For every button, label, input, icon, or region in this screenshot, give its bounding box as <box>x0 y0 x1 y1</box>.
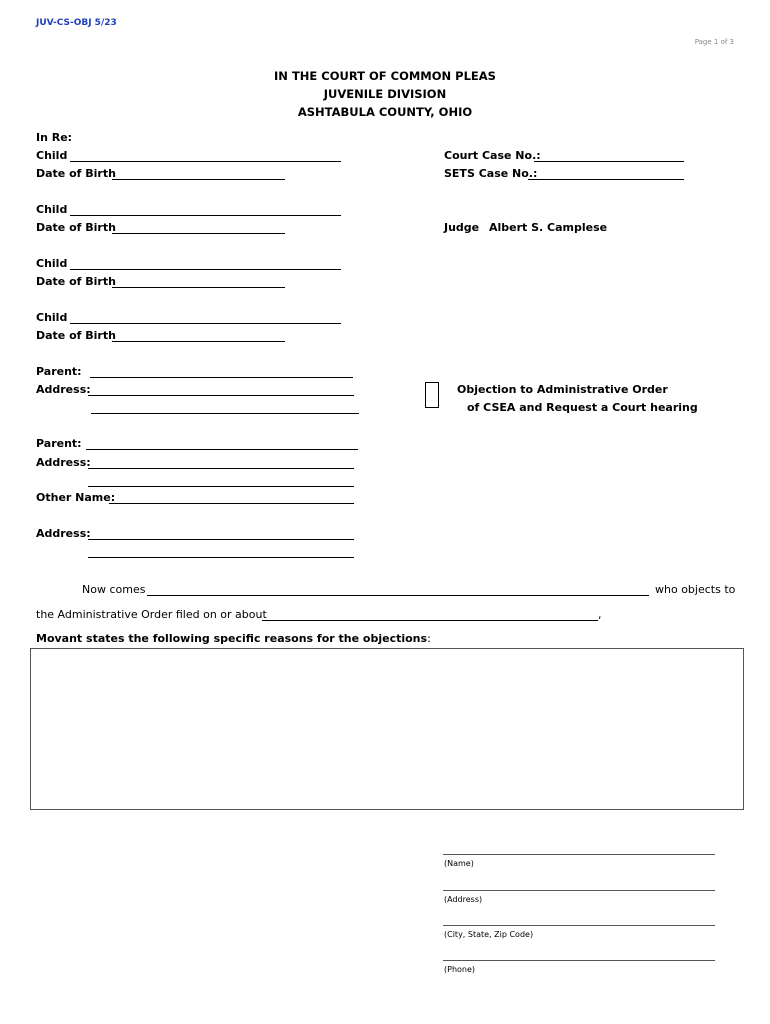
signature-name-line[interactable] <box>443 854 715 855</box>
sets-case-field[interactable] <box>528 179 684 180</box>
signature-phone-line[interactable] <box>443 960 715 961</box>
child-name-field[interactable] <box>70 215 341 216</box>
dob-label: Date of Birth <box>36 167 116 180</box>
motion-title-line2: of CSEA and Request a Court hearing <box>467 401 698 414</box>
address-label: Address: <box>36 527 91 540</box>
parent-name-field[interactable] <box>86 449 358 450</box>
address-field-line2[interactable] <box>88 486 354 487</box>
court-case-label: Court Case No.: <box>444 149 541 162</box>
address-field[interactable] <box>88 468 354 469</box>
city-caption: (City, State, Zip Code) <box>444 930 534 939</box>
judge-label: Judge <box>444 221 480 234</box>
who-objects-text: who objects to <box>655 583 736 596</box>
court-title: IN THE COURT OF COMMON PLEAS <box>274 69 496 83</box>
reasons-textarea[interactable] <box>30 648 744 810</box>
court-county: ASHTABULA COUNTY, OHIO <box>297 105 473 119</box>
parent-name-field[interactable] <box>90 377 353 378</box>
other-name-label: Other Name: <box>36 491 116 504</box>
phone-caption: (Phone) <box>444 965 476 974</box>
address-field-line2[interactable] <box>88 557 354 558</box>
sets-case-label: SETS Case No.: <box>444 167 538 180</box>
address-label: Address: <box>36 383 91 396</box>
address-field-line2[interactable] <box>91 413 359 414</box>
name-caption: (Name) <box>444 859 474 868</box>
form-id: JUV-CS-OBJ 5/23 <box>36 18 117 28</box>
dob-label: Date of Birth <box>36 275 116 288</box>
address-label: Address: <box>36 456 91 469</box>
child-label: Child <box>36 311 68 324</box>
address-field[interactable] <box>88 539 354 540</box>
dob-field[interactable] <box>112 287 285 288</box>
child-label: Child <box>36 203 68 216</box>
dob-field[interactable] <box>112 179 285 180</box>
objection-checkbox[interactable] <box>425 382 439 408</box>
child-name-field[interactable] <box>70 323 341 324</box>
child-name-field[interactable] <box>70 269 341 270</box>
court-case-field[interactable] <box>534 161 684 162</box>
address-caption: (Address) <box>444 895 483 904</box>
motion-title-line1: Objection to Administrative Order <box>457 383 668 396</box>
other-name-field[interactable] <box>109 503 354 504</box>
page-number: Page 1 of 3 <box>694 38 734 46</box>
now-comes-text: Now comes <box>82 583 146 596</box>
child-name-field[interactable] <box>70 161 341 162</box>
address-field[interactable] <box>88 395 354 396</box>
signature-city-line[interactable] <box>443 925 715 926</box>
parent-label: Parent: <box>36 437 82 450</box>
judge-name: Albert S. Camplese <box>489 221 608 234</box>
signature-address-line[interactable] <box>443 890 715 891</box>
movant-states-text: Movant states the following specific reasons for the objections: <box>36 632 431 645</box>
order-date-field[interactable] <box>262 620 598 621</box>
admin-order-text: the Administrative Order filed on or about <box>36 608 267 621</box>
movant-name-field[interactable] <box>147 595 649 596</box>
child-label: Child <box>36 149 68 162</box>
dob-label: Date of Birth <box>36 329 116 342</box>
dob-field[interactable] <box>112 233 285 234</box>
comma: , <box>598 608 602 621</box>
in-re-label: In Re: <box>36 131 73 144</box>
court-division: JUVENILE DIVISION <box>323 87 447 101</box>
child-label: Child <box>36 257 68 270</box>
dob-field[interactable] <box>112 341 285 342</box>
parent-label: Parent: <box>36 365 82 378</box>
dob-label: Date of Birth <box>36 221 116 234</box>
